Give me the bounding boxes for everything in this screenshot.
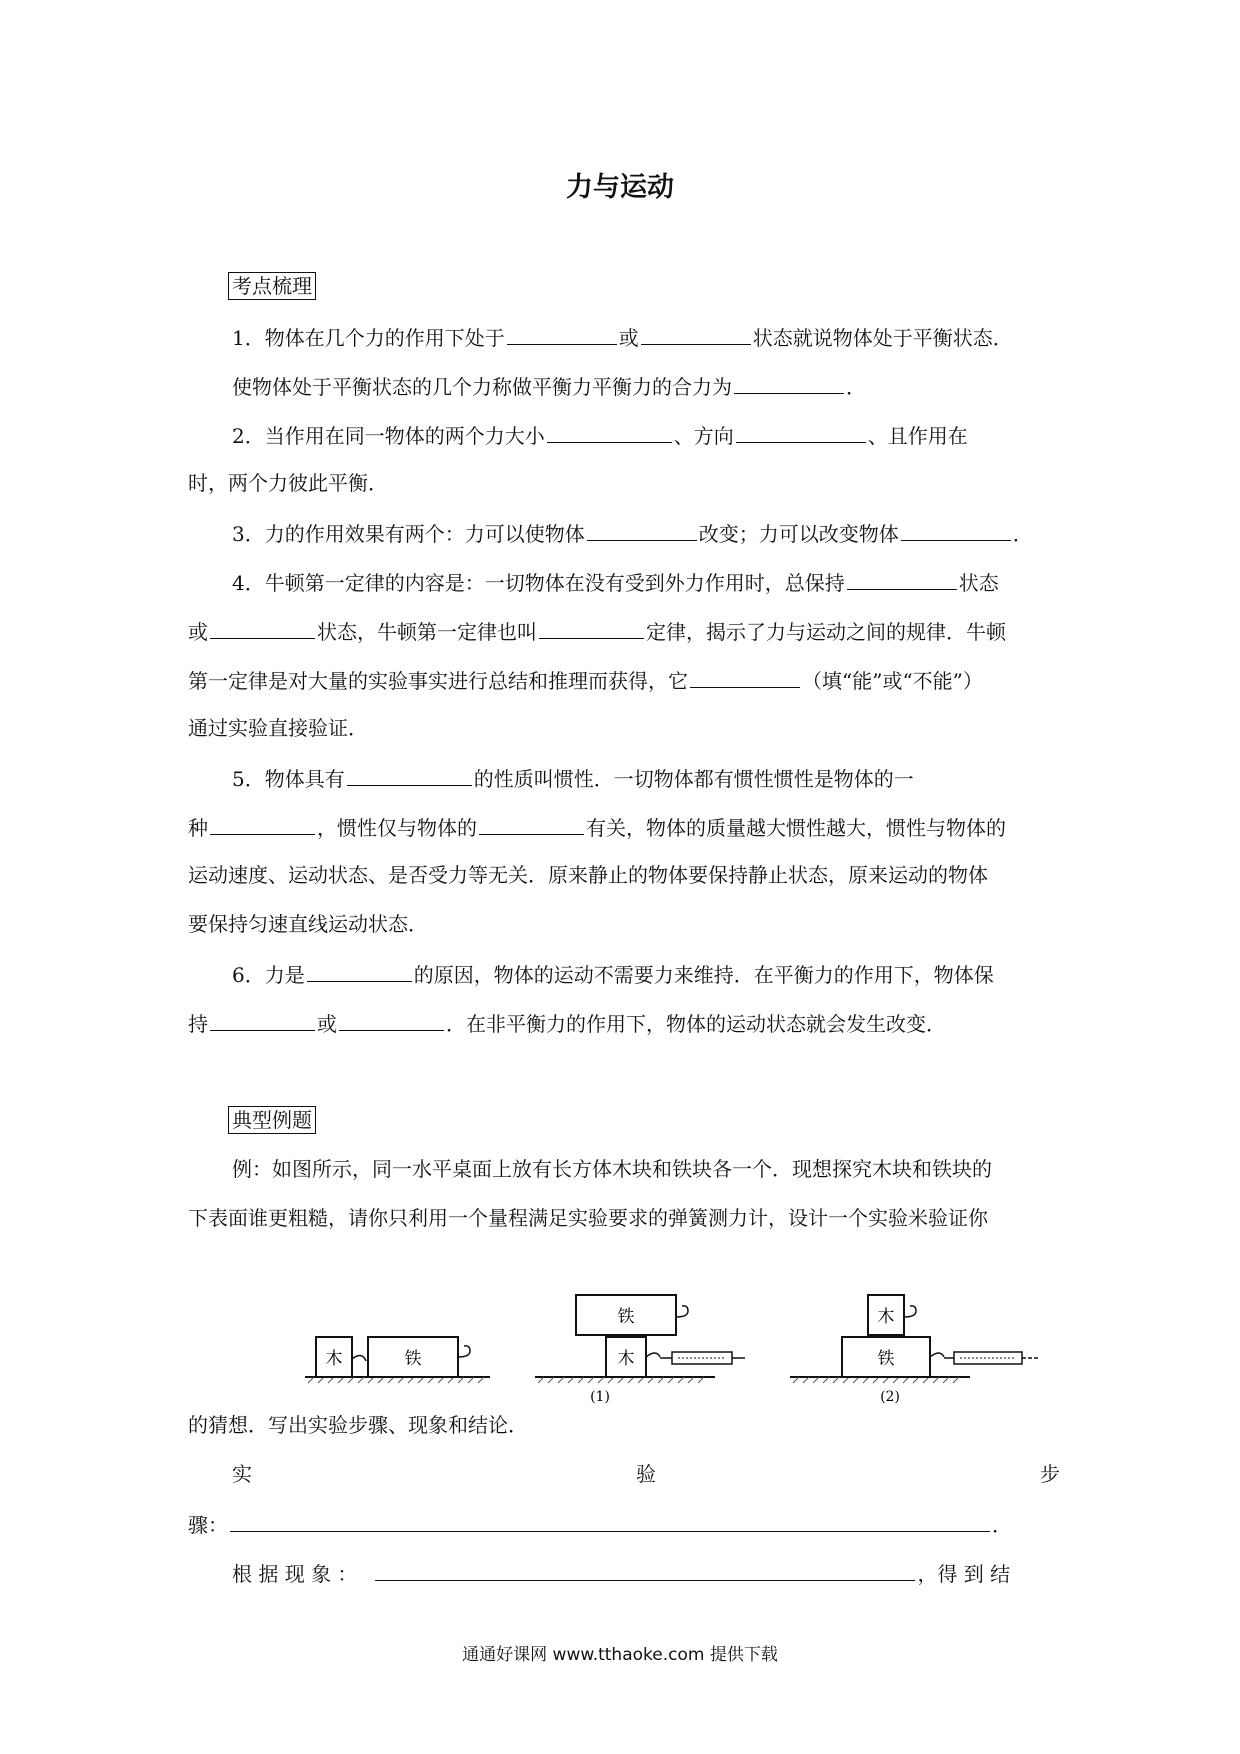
q2-blank-2[interactable]	[736, 420, 866, 443]
q5-blank-2[interactable]	[210, 812, 315, 835]
q3-text-b: 改变；力可以改变物体	[698, 522, 899, 546]
wood-label-1: 木	[617, 1349, 635, 1369]
q5b-text-b: ，惯性仅与物体的	[317, 816, 477, 840]
q1-text-c: 状态就说物体处于平衡状态．	[752, 326, 1013, 350]
result-line	[232, 1558, 1060, 1588]
q1-blank-2[interactable]	[641, 322, 751, 345]
steps-word-2: 验	[636, 1462, 656, 1486]
steps-label: 骤：	[188, 1513, 228, 1537]
q4-blank-2[interactable]	[210, 616, 315, 639]
wood-label-a: 木	[325, 1349, 343, 1369]
q4b-text-a: 或	[188, 620, 208, 644]
wood-label-2: 木	[877, 1307, 895, 1327]
q2-line1	[232, 420, 1060, 450]
q4-line3	[188, 665, 1060, 695]
experiment-figure	[300, 1265, 1080, 1405]
q4-line1	[232, 567, 1060, 597]
footer-credit: 通通好课网 www.tthaoke.com 提供下载	[462, 1645, 778, 1665]
q5-text-b: 的性质叫惯性．一切物体都有惯性惯性是物体的一	[473, 767, 914, 791]
q4-blank-1[interactable]	[847, 567, 957, 590]
q6-text-b: 的原因，物体的运动不需要力来维持．在平衡力的作用下，物体保	[413, 963, 994, 987]
q6-blank-1[interactable]	[307, 959, 412, 982]
iron-label-a: 铁	[404, 1349, 422, 1369]
q3-blank-1[interactable]	[587, 518, 697, 541]
section-heading-key-points: 考点梳理	[228, 272, 316, 300]
q6b-text-c: ．在非平衡力的作用下，物体的运动状态就会发生改变．	[446, 1012, 946, 1036]
q1-line2	[232, 371, 1060, 401]
iron-label-1: 铁	[617, 1307, 635, 1327]
q6-line1	[232, 959, 1060, 989]
steps-word-3: 步	[1040, 1462, 1060, 1486]
q1b-text-a: 使物体处于平衡状态的几个力称做平衡力平衡力的合力为	[232, 375, 732, 399]
q5-blank-1[interactable]	[347, 763, 472, 786]
q5-line2	[188, 812, 1060, 842]
q5-line4: 要保持匀速直线运动状态．	[188, 912, 428, 936]
q4c-text-a: 第一定律是对大量的实验事实进行总结和推理而获得，它	[188, 669, 688, 693]
q3-text-c: ．	[1012, 522, 1033, 546]
q4-blank-3[interactable]	[539, 616, 644, 639]
q5-line3: 运动速度、运动状态、是否受力等无关．原来静止的物体要保持静止状态，原来运动的物体	[188, 863, 988, 887]
q6-text-a: 6．力是	[232, 963, 305, 987]
q6-blank-2[interactable]	[210, 1008, 315, 1031]
section-heading-examples: 典型例题	[228, 1106, 316, 1134]
q4-blank-4[interactable]	[690, 665, 800, 688]
q3-line	[232, 518, 1060, 548]
q1-blank-3[interactable]	[734, 371, 844, 394]
q1b-text-b: ．	[846, 375, 866, 399]
q4-line2	[188, 616, 1060, 646]
result-answer-blank[interactable]	[375, 1558, 915, 1581]
q2-blank-1[interactable]	[547, 420, 672, 443]
q4b-text-c: 定律，揭示了力与运动之间的规律．牛顿	[646, 620, 1006, 644]
steps-line2	[188, 1509, 1060, 1539]
q1-blank-1[interactable]	[507, 322, 617, 345]
steps-answer-blank[interactable]	[230, 1509, 990, 1532]
result-label: 根 据 现 象 ：	[232, 1562, 358, 1586]
q2-text-c: 、且作用在	[867, 424, 968, 448]
page-title: 力与运动	[566, 172, 674, 203]
q5b-text-c: 有关，物体的质量越大惯性越大，惯性与物体的	[586, 816, 1006, 840]
result-end: ，得 到 结	[917, 1562, 1011, 1586]
q5-blank-3[interactable]	[479, 812, 584, 835]
q5-line1	[232, 763, 1060, 793]
hook-icon	[458, 1346, 470, 1357]
q1-line1	[232, 322, 1060, 352]
scene-2	[790, 1295, 1040, 1405]
q4c-text-b: （填“能”或“不能”）	[802, 669, 983, 693]
q2-text-a: 2．当作用在同一物体的两个力大小	[232, 424, 545, 448]
figure-label-2: (2)	[880, 1389, 900, 1405]
iron-label-2: 铁	[877, 1349, 895, 1369]
q6b-text-a: 持	[188, 1012, 208, 1036]
example-line3: 的猜想．写出实验步骤、现象和结论．	[188, 1413, 528, 1437]
q1-text-a: 1．物体在几个力的作用下处于	[232, 326, 505, 350]
steps-end: ．	[992, 1513, 1012, 1537]
q1-text-b: 或	[618, 326, 639, 350]
q2-line2: 时，两个力彼此平衡．	[188, 471, 388, 495]
q4-line4: 通过实验直接验证．	[188, 716, 368, 740]
example-line1: 例：如图所示，同一水平桌面上放有长方体木块和铁块各一个．现想探究木块和铁块的	[232, 1157, 992, 1181]
example-line2: 下表面谁更粗糙，请你只利用一个量程满足实验要求的弹簧测力计，设计一个实验米验证你	[188, 1206, 988, 1230]
q3-text-a: 3．力的作用效果有两个：力可以使物体	[232, 522, 585, 546]
steps-word-1: 实	[232, 1462, 252, 1486]
q2-text-b: 、方向	[673, 424, 734, 448]
q4-text-a: 4．牛顿第一定律的内容是：一切物体在没有受到外力作用时，总保持	[232, 571, 845, 595]
scene-1	[535, 1295, 745, 1405]
q4b-text-b: 状态，牛顿第一定律也叫	[317, 620, 537, 644]
q5b-text-a: 种	[188, 816, 208, 840]
q6-blank-3[interactable]	[339, 1008, 444, 1031]
figure-label-1: (1)	[590, 1389, 610, 1405]
q6b-text-b: 或	[317, 1012, 337, 1036]
q6-line2	[188, 1008, 1060, 1038]
steps-line1	[232, 1460, 1060, 1488]
q4-text-b: 状态	[958, 571, 999, 595]
q5-text-a: 5．物体具有	[232, 767, 345, 791]
q3-blank-2[interactable]	[901, 518, 1011, 541]
scene-wood-iron	[305, 1337, 490, 1383]
